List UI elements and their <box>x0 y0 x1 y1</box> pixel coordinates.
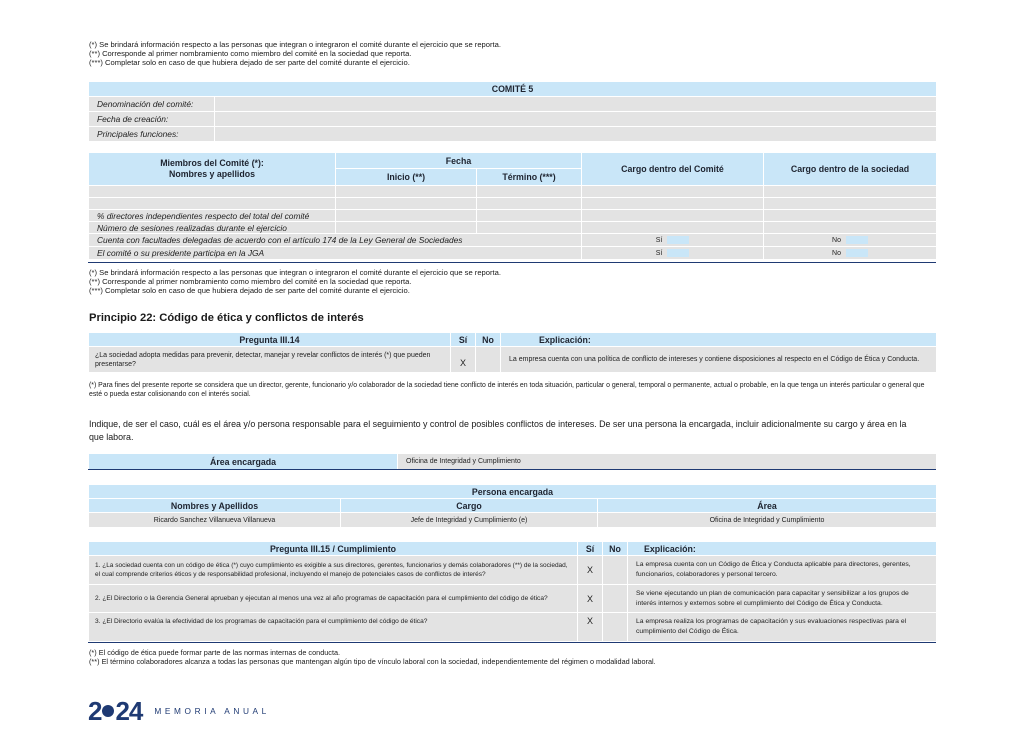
p314-col-si: Sí <box>451 333 476 347</box>
p314-col-pregunta: Pregunta III.14 <box>89 333 451 347</box>
persona-col-nombres: Nombres y Apellidos <box>89 499 341 513</box>
member-cell <box>764 198 937 210</box>
p315-question-3: 3. ¿El Directorio evalúa la efectividad de los programas de capacitación para el cumplimiento del código de ética? <box>89 613 578 642</box>
p315-question-2: 2. ¿El Directorio o la Gerencia General aprueban y ejecutan al menos una vez al año programas de capacitación para el cumplimiento del código de ética? <box>89 585 578 613</box>
comite5-fecha-value <box>215 112 937 127</box>
note-line: (**) Corresponde al primer nombramiento como miembro del comité en la sociedad que reporta. <box>89 277 412 287</box>
member-cell <box>336 186 477 198</box>
p315-col-explicacion: Explicación: <box>628 542 937 556</box>
member-cell <box>336 210 477 222</box>
comite5-funciones-value <box>215 127 937 142</box>
persona-area: Oficina de Integridad y Cumplimiento <box>598 513 937 528</box>
member-cell <box>764 186 937 198</box>
member-cell <box>582 186 764 198</box>
col-cargo-comite: Cargo dentro del Comité <box>582 153 764 186</box>
col-members-line1: Miembros del Comité (*): <box>160 158 264 168</box>
notes-mid <box>89 268 501 296</box>
member-cell <box>582 210 764 222</box>
p315-explanation-1: La empresa cuenta con un Código de Ética y Conducta aplicable para directores, gerentes, funcionarios, colaboradores y personal tercero. <box>628 556 937 585</box>
p315-explanation-3: La empresa realiza los programas de capacitación y sus evaluaciones respectivas para el cumplimiento del Código de Ética. <box>628 613 937 642</box>
comite5-funciones-label: Principales funciones: <box>89 127 215 142</box>
p315-si-mark-2: X <box>578 585 603 613</box>
row-directores-label: % directores independientes respecto del total del comité <box>89 210 336 222</box>
p315-no-mark-2 <box>603 585 628 613</box>
p315-col-no: No <box>603 542 628 556</box>
p315-col-si: Sí <box>578 542 603 556</box>
note-line: (*) Se brindará información respecto a las personas que integran o integraron el comité durante el ejercicio que se reporta. <box>89 40 501 49</box>
note-line: (**) El término colaboradores alcanza a todas las personas que mantengan algún tipo de vínculo laboral con la sociedad, independientemente del régimen o modalidad laboral. <box>89 657 656 667</box>
comite5-denominacion-label: Denominación del comité: <box>89 97 215 112</box>
member-cell <box>477 186 582 198</box>
si-checkbox[interactable] <box>667 249 689 257</box>
persona-cargo: Jefe de Integridad y Cumplimiento (e) <box>341 513 598 528</box>
no-checkbox[interactable] <box>846 236 868 244</box>
facultades-no <box>764 234 937 247</box>
member-cell <box>477 210 582 222</box>
comite5-fecha-label: Fecha de creación: <box>89 112 215 127</box>
p314-col-explicacion: Explicación: <box>501 333 937 347</box>
jga-no <box>764 247 937 260</box>
p314-explanation: La empresa cuenta con una política de conflicto de intereses y contiene disposiciones al respecto en el Código de Ética y Conducta. <box>501 347 937 373</box>
member-cell <box>582 222 764 234</box>
row-sesiones-label: Número de sesiones realizadas durante el ejercicio <box>89 222 336 234</box>
year-digit-2: 2 <box>88 695 102 726</box>
p315-si-mark-1: X <box>578 556 603 585</box>
member-cell <box>477 198 582 210</box>
member-cell <box>582 198 764 210</box>
comite5-table <box>88 81 937 142</box>
table-divider <box>88 262 936 263</box>
memoria-anual-label: MEMORIA ANUAL <box>154 706 270 716</box>
member-cell <box>764 210 937 222</box>
persona-table <box>88 484 937 528</box>
no-label: No <box>832 249 841 257</box>
notes-bottom <box>89 648 656 666</box>
note-line: (*) Se brindará información respecto a las personas que integran o integraron el comité durante el ejercicio que se reporta. <box>89 268 501 277</box>
note-line: (***) Completar solo en caso de que hubiera dejado de ser parte del comité durante el ejercicio. <box>89 58 410 68</box>
member-cell <box>764 222 937 234</box>
no-checkbox[interactable] <box>846 249 868 257</box>
p315-explanation-2: Se viene ejecutando un plan de comunicación para capacitar y sensibilizar a los grupos de interés internos y externos sobre el cumplimiento del Código de Ética y Conducta. <box>628 585 937 613</box>
p314-col-no: No <box>476 333 501 347</box>
year-digits-24: 24 <box>115 695 143 726</box>
area-table <box>88 453 937 470</box>
note-line: (*) El código de ética puede formar parte de las normas internas de conducta. <box>89 648 341 657</box>
members-table <box>88 152 937 260</box>
p315-si-mark-3: X <box>578 613 603 642</box>
area-label: Área encargada <box>89 454 398 470</box>
persona-title: Persona encargada <box>89 485 937 499</box>
p314-si-mark: X <box>451 347 476 373</box>
intro-text: Indique, de ser el caso, cuál es el área y/o persona responsable para el seguimiento y control de posibles conflictos de intereses. De ser una persona la encargada, incluir adicionalmente su cargo y área en la que labora. <box>89 419 907 442</box>
persona-col-area: Área <box>598 499 937 513</box>
member-cell <box>336 198 477 210</box>
persona-col-cargo: Cargo <box>341 499 598 513</box>
area-divider <box>88 469 936 470</box>
member-cell <box>89 198 336 210</box>
notes-top <box>89 40 501 68</box>
note-line: (***) Completar solo en caso de que hubiera dejado de ser parte del comité durante el ejercicio. <box>89 286 410 296</box>
si-label: Sí <box>655 249 663 257</box>
jga-si <box>582 247 764 260</box>
p314-no-mark <box>476 347 501 373</box>
p315-question-1: 1. ¿La sociedad cuenta con un código de ética (*) cuyo cumplimiento es exigible a sus directores, gerentes, funcionarios y demás colaboradores (**) de la sociedad, el cual comprende criterios éticos y de responsabilidad profesional, incluyendo el manejo de potenciales casos de conflictos de interés? <box>89 556 578 585</box>
si-checkbox[interactable] <box>667 236 689 244</box>
note-line: (**) Corresponde al primer nombramiento como miembro del comité en la sociedad que reporta. <box>89 49 412 59</box>
no-label: No <box>832 236 841 244</box>
col-termino: Término (***) <box>477 169 582 186</box>
member-cell <box>336 222 477 234</box>
area-value: Oficina de Integridad y Cumplimiento <box>398 454 937 470</box>
col-fecha: Fecha <box>336 153 582 169</box>
facultades-si <box>582 234 764 247</box>
row-jga-label: El comité o su presidente participa en la JGA <box>89 247 582 260</box>
note-p314: (*) Para fines del presente reporte se considera que un director, gerente, funcionario y/o colaborador de la sociedad tiene conflicto de interés en toda situación, particular o general, temporal o permanente, actual o probable, en la que tenga un interés particular o general que esté o pueda estar colisionando con el interés social. <box>89 382 925 399</box>
col-members-line2: Nombres y apellidos <box>168 169 256 179</box>
p314-question: ¿La sociedad adopta medidas para prevenir, detectar, manejar y revelar conflictos de interés (*) que pueden presentarse? <box>89 347 451 373</box>
p315-col-pregunta: Pregunta III.15 / Cumplimiento <box>89 542 578 556</box>
year-logo <box>88 696 142 727</box>
footer-brand <box>88 697 270 725</box>
p314-table <box>88 332 937 373</box>
comite5-title: COMITÉ 5 <box>89 82 937 97</box>
col-inicio: Inicio (**) <box>336 169 477 186</box>
col-members <box>89 153 336 186</box>
year-dot-icon <box>102 705 114 717</box>
si-label: Sí <box>655 236 663 244</box>
row-facultades-label: Cuenta con facultades delegadas de acuerdo con el artículo 174 de la Ley General de Sociedades <box>89 234 582 247</box>
persona-nombre: Ricardo Sanchez Villanueva Villanueva <box>89 513 341 528</box>
member-cell <box>89 186 336 198</box>
p315-no-mark-1 <box>603 556 628 585</box>
p315-divider <box>88 642 936 643</box>
p315-table <box>88 541 937 642</box>
col-cargo-sociedad: Cargo dentro de la sociedad <box>764 153 937 186</box>
comite5-denominacion-value <box>215 97 937 112</box>
p315-no-mark-3 <box>603 613 628 642</box>
member-cell <box>477 222 582 234</box>
principio-22-title: Principio 22: Código de ética y conflictos de interés <box>89 312 364 324</box>
